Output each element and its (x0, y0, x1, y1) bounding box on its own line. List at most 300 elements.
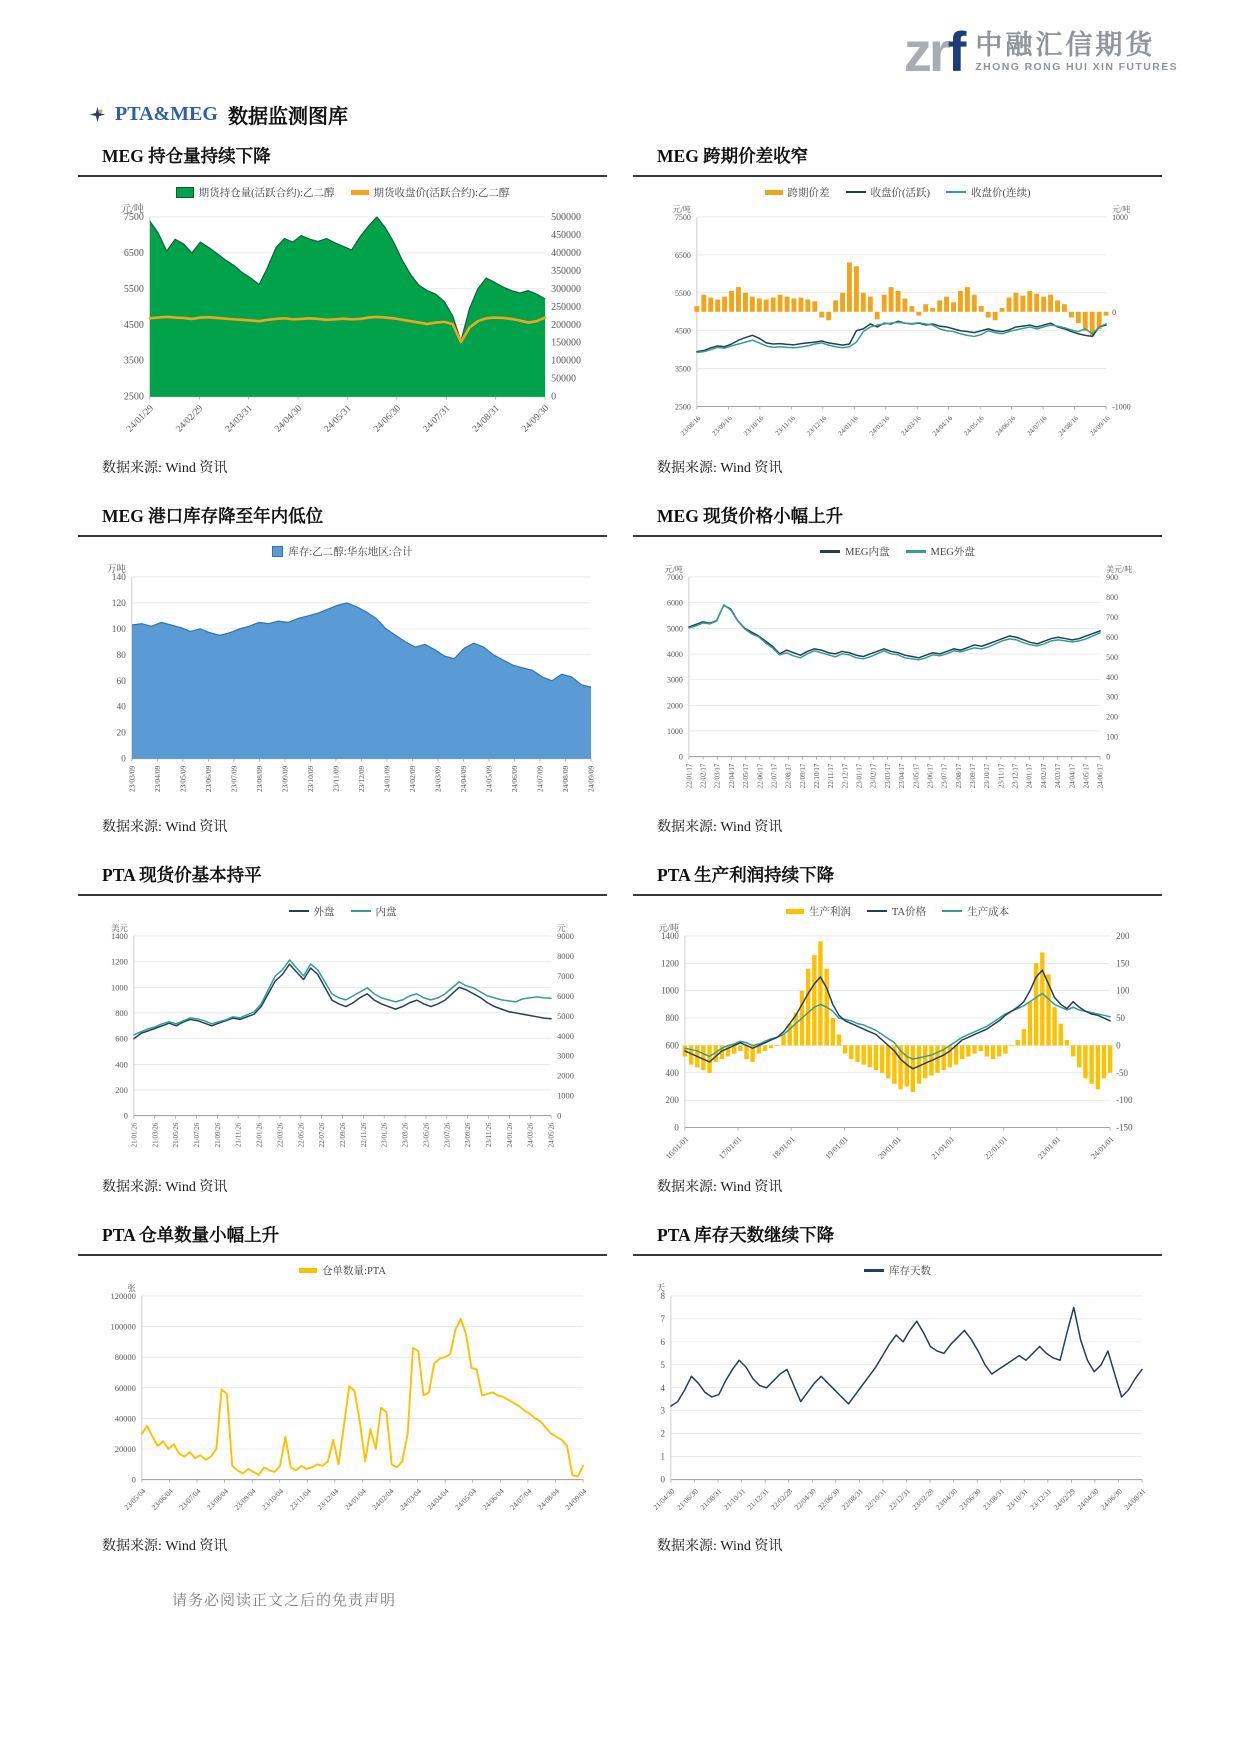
svg-text:24/03/17: 24/03/17 (1054, 763, 1063, 788)
svg-text:23/10/09: 23/10/09 (305, 765, 315, 792)
svg-text:24/07/16: 24/07/16 (1025, 414, 1049, 438)
svg-text:1400: 1400 (660, 930, 679, 941)
svg-text:100000: 100000 (110, 1321, 136, 1332)
svg-text:24/07/04: 24/07/04 (508, 1486, 534, 1512)
legend-label: 跨期价差 (787, 187, 830, 199)
svg-text:23/08/04: 23/08/04 (204, 1486, 231, 1512)
svg-text:21/03/26: 21/03/26 (151, 1122, 160, 1148)
svg-text:7: 7 (660, 1313, 665, 1324)
svg-text:24/03/26: 24/03/26 (526, 1122, 535, 1148)
svg-text:24/02/29: 24/02/29 (1051, 1486, 1077, 1512)
svg-text:24/04/17: 24/04/17 (1068, 763, 1077, 788)
data-source-label: 数据来源: Wind 资讯 (657, 820, 783, 836)
svg-text:24/04/04: 24/04/04 (425, 1486, 451, 1512)
svg-text:5500: 5500 (123, 283, 144, 295)
svg-text:22/08/17: 22/08/17 (784, 763, 793, 788)
svg-text:100: 100 (1116, 985, 1130, 996)
svg-text:500000: 500000 (551, 211, 582, 223)
legend-item (864, 1263, 931, 1278)
chart-title: MEG 现货价格小幅上升 (657, 505, 844, 526)
svg-text:4500: 4500 (674, 326, 691, 336)
svg-text:23/08/31: 23/08/31 (980, 1486, 1007, 1512)
svg-text:23/12/09: 23/12/09 (356, 765, 366, 792)
svg-text:350000: 350000 (551, 265, 582, 277)
svg-text:23/07/09: 23/07/09 (229, 765, 239, 792)
svg-text:24/06/04: 24/06/04 (480, 1486, 506, 1512)
chart-svg (633, 561, 1162, 813)
svg-text:23/07/26: 23/07/26 (443, 1122, 452, 1148)
legend-item (272, 544, 412, 559)
svg-text:元: 元 (557, 923, 566, 934)
svg-text:24/05/09: 24/05/09 (484, 765, 494, 792)
legend-swatch (946, 191, 966, 194)
svg-text:24/02/04: 24/02/04 (370, 1486, 396, 1512)
svg-text:21/11/26: 21/11/26 (234, 1122, 243, 1148)
svg-text:200: 200 (1106, 712, 1119, 722)
svg-text:40: 40 (116, 702, 126, 713)
svg-text:23/06/09: 23/06/09 (203, 765, 213, 792)
svg-text:24/06/17: 24/06/17 (1096, 763, 1105, 788)
svg-text:600: 600 (115, 1033, 128, 1044)
svg-text:80: 80 (116, 650, 126, 661)
svg-text:2000: 2000 (666, 700, 683, 710)
svg-text:3: 3 (660, 1405, 665, 1416)
legend-swatch (864, 1269, 884, 1272)
section-title-en: PTA&MEG (115, 103, 218, 125)
svg-text:21/04/30: 21/04/30 (651, 1486, 677, 1512)
svg-text:23/10/17: 23/10/17 (983, 763, 992, 788)
svg-text:400000: 400000 (551, 247, 582, 259)
svg-text:23/09/04: 23/09/04 (232, 1486, 258, 1512)
svg-text:23/10/31: 23/10/31 (1004, 1486, 1030, 1512)
svg-text:150000: 150000 (551, 337, 582, 349)
svg-text:3500: 3500 (123, 355, 144, 367)
svg-text:-50: -50 (1116, 1067, 1129, 1078)
svg-text:24/04/30: 24/04/30 (1075, 1486, 1101, 1512)
svg-text:23/11/16: 23/11/16 (773, 414, 797, 438)
svg-text:0: 0 (1106, 752, 1111, 762)
chart-title: PTA 仓单数量小幅上升 (102, 1224, 280, 1245)
svg-text:21/06/30: 21/06/30 (674, 1486, 700, 1512)
legend-label: 期货持仓量(活跃合约):乙二醇 (198, 187, 335, 199)
legend-item (299, 1263, 386, 1278)
svg-text:23/01/26: 23/01/26 (380, 1122, 389, 1148)
svg-text:23/06/17: 23/06/17 (926, 763, 935, 788)
svg-text:23/08/09: 23/08/09 (254, 765, 264, 792)
company-logo (903, 20, 1178, 83)
legend-item (867, 904, 926, 919)
svg-text:22/01/26: 22/01/26 (255, 1122, 264, 1148)
svg-text:23/05/17: 23/05/17 (912, 763, 921, 788)
svg-text:22/06/17: 22/06/17 (756, 763, 765, 788)
legend-label: 期货收盘价(活跃合约):乙二醇 (373, 187, 510, 199)
legend-item (351, 185, 510, 200)
svg-text:24/01/01: 24/01/01 (1089, 1134, 1116, 1162)
svg-text:24/09/04: 24/09/04 (563, 1486, 589, 1512)
svg-text:2500: 2500 (123, 391, 144, 403)
svg-text:元/吨: 元/吨 (121, 203, 144, 215)
svg-text:22/06/30: 22/06/30 (816, 1486, 842, 1512)
legend-item (351, 904, 397, 919)
chart-svg (78, 1280, 607, 1532)
svg-text:23/05/04: 23/05/04 (122, 1486, 148, 1512)
disclaimer-text: 请务必阅读正文之后的免责声明 (172, 1593, 397, 1610)
svg-text:元/吨: 元/吨 (672, 204, 691, 214)
svg-text:1000: 1000 (1112, 212, 1129, 222)
svg-text:300: 300 (1106, 692, 1119, 702)
svg-text:600: 600 (1106, 632, 1119, 642)
svg-text:23/03/09: 23/03/09 (127, 765, 137, 792)
svg-text:24/06/30: 24/06/30 (372, 403, 404, 435)
svg-text:7500: 7500 (123, 211, 144, 223)
chart-pta-warehouse-receipts (78, 1262, 607, 1532)
chart-canvas (633, 201, 1162, 453)
svg-text:22/03/17: 22/03/17 (713, 763, 722, 788)
svg-text:24/01/16: 24/01/16 (836, 414, 860, 438)
svg-text:1200: 1200 (660, 958, 679, 969)
data-source-label: 数据来源: Wind 资讯 (657, 1539, 783, 1555)
svg-text:200: 200 (115, 1084, 128, 1095)
svg-text:23/06/04: 23/06/04 (149, 1486, 175, 1512)
chart-pta-production-profit (633, 902, 1162, 1172)
svg-text:22/11/17: 22/11/17 (827, 763, 836, 788)
legend-swatch (867, 910, 887, 913)
svg-text:9000: 9000 (557, 930, 575, 941)
legend-swatch (846, 191, 866, 194)
data-source-label: 数据来源: Wind 资讯 (657, 460, 783, 476)
legend-item (176, 185, 335, 200)
chart-svg (78, 561, 607, 813)
svg-text:80000: 80000 (114, 1351, 136, 1362)
svg-text:200: 200 (665, 1095, 679, 1106)
svg-text:1000: 1000 (660, 985, 679, 996)
svg-text:120: 120 (111, 598, 126, 609)
chart-svg (633, 1280, 1162, 1532)
svg-text:21/12/31: 21/12/31 (745, 1486, 771, 1512)
logo-f-text: f (947, 20, 964, 83)
svg-text:0: 0 (1116, 1040, 1121, 1051)
legend-item (765, 185, 830, 200)
svg-text:21/08/31: 21/08/31 (698, 1486, 724, 1512)
svg-text:20000: 20000 (114, 1443, 136, 1454)
svg-text:万吨: 万吨 (106, 564, 126, 575)
legend-label: MEG内盘 (845, 547, 890, 559)
svg-text:元/吨: 元/吨 (658, 923, 679, 934)
chart-panel-meg-port-inventory (78, 503, 607, 837)
svg-text:5000: 5000 (666, 623, 683, 633)
legend-item (846, 185, 931, 200)
svg-text:600: 600 (665, 1040, 679, 1051)
svg-text:800: 800 (115, 1007, 128, 1018)
svg-text:天: 天 (655, 1282, 665, 1293)
legend-label: MEG外盘 (930, 547, 975, 559)
svg-text:0: 0 (551, 391, 557, 403)
legend-swatch (786, 909, 804, 914)
chart-svg (78, 920, 607, 1172)
chart-svg (78, 201, 607, 453)
chart-title: PTA 现货价基本持平 (102, 865, 262, 886)
data-source-label: 数据来源: Wind 资讯 (102, 820, 228, 836)
chart-legend (633, 1262, 1162, 1280)
svg-text:3000: 3000 (557, 1050, 575, 1061)
legend-swatch (351, 910, 371, 913)
svg-text:20: 20 (116, 728, 126, 739)
svg-text:24/03/31: 24/03/31 (223, 403, 255, 435)
legend-item (820, 544, 889, 559)
svg-text:300000: 300000 (551, 283, 582, 295)
legend-label: 生产利润 (808, 906, 851, 918)
svg-text:18/01/01: 18/01/01 (770, 1134, 797, 1162)
chart-legend (78, 543, 607, 561)
chart-canvas (633, 920, 1162, 1172)
svg-text:1000: 1000 (110, 982, 128, 993)
legend-item (946, 185, 1031, 200)
svg-text:1200: 1200 (110, 956, 128, 967)
svg-text:140: 140 (111, 572, 126, 583)
legend-swatch (942, 910, 962, 913)
svg-text:17/01/01: 17/01/01 (717, 1134, 744, 1162)
svg-text:23/01/17: 23/01/17 (855, 763, 864, 788)
svg-text:22/09/17: 22/09/17 (798, 763, 807, 788)
legend-swatch (272, 546, 283, 557)
svg-text:120000: 120000 (110, 1290, 136, 1301)
svg-text:0: 0 (557, 1110, 562, 1121)
svg-text:23/07/17: 23/07/17 (940, 763, 949, 788)
svg-text:21/01/26: 21/01/26 (130, 1122, 139, 1148)
legend-item (786, 904, 851, 919)
svg-text:22/02/28: 22/02/28 (768, 1486, 795, 1512)
svg-text:0: 0 (660, 1474, 665, 1485)
divider (633, 1254, 1162, 1256)
chart-panel-pta-spot-price (78, 862, 607, 1196)
svg-text:0: 0 (674, 1122, 679, 1133)
svg-text:50: 50 (1116, 1013, 1126, 1024)
svg-text:6500: 6500 (123, 247, 144, 259)
svg-text:50000: 50000 (551, 373, 577, 385)
chart-panel-meg-spot-price (633, 503, 1162, 837)
legend-swatch (820, 550, 840, 553)
chart-legend (78, 1262, 607, 1280)
svg-text:23/04/30: 23/04/30 (933, 1486, 959, 1512)
svg-text:24/06/09: 24/06/09 (509, 765, 519, 792)
svg-text:4: 4 (660, 1382, 665, 1393)
svg-text:23/06/30: 23/06/30 (957, 1486, 983, 1512)
svg-text:24/01/09: 24/01/09 (382, 765, 392, 792)
svg-text:7000: 7000 (666, 572, 683, 582)
chart-title: MEG 跨期价差收窄 (657, 146, 809, 166)
chart-canvas (633, 1280, 1162, 1532)
svg-text:24/09/09: 24/09/09 (586, 765, 596, 792)
svg-text:2500: 2500 (674, 402, 691, 412)
svg-text:0: 0 (1112, 307, 1117, 317)
svg-text:23/11/26: 23/11/26 (485, 1122, 494, 1148)
chart-pta-inventory-days (633, 1262, 1162, 1532)
svg-text:400: 400 (1106, 672, 1119, 682)
svg-text:24/01/26: 24/01/26 (505, 1122, 514, 1148)
svg-text:23/12/17: 23/12/17 (1011, 763, 1020, 788)
svg-text:23/09/26: 23/09/26 (464, 1122, 473, 1148)
svg-text:22/10/17: 22/10/17 (813, 763, 822, 788)
svg-text:23/03/17: 23/03/17 (883, 763, 892, 788)
logo-zr-text: zr (903, 20, 948, 83)
svg-text:16/01/01: 16/01/01 (663, 1134, 691, 1162)
svg-text:1: 1 (660, 1451, 665, 1462)
chart-svg (633, 201, 1162, 453)
svg-text:23/12/31: 23/12/31 (1028, 1486, 1054, 1512)
svg-text:6000: 6000 (666, 598, 683, 608)
svg-text:23/09/17: 23/09/17 (968, 763, 977, 788)
svg-text:500: 500 (1106, 652, 1119, 662)
legend-label: 库存:乙二醇:华东地区:合计 (288, 547, 413, 559)
logo-company-name-en: ZHONG RONG HUI XIN FUTURES (975, 61, 1178, 74)
svg-text:4000: 4000 (557, 1030, 575, 1041)
divider (78, 175, 607, 177)
chart-title: PTA 生产利润持续下降 (657, 865, 835, 886)
svg-text:5500: 5500 (674, 288, 691, 298)
legend-swatch (906, 550, 926, 553)
svg-text:400: 400 (115, 1059, 128, 1070)
svg-text:0: 0 (123, 1110, 128, 1121)
legend-label: 生产成本 (967, 906, 1010, 918)
legend-label: TA价格 (891, 906, 927, 918)
svg-text:250000: 250000 (551, 301, 582, 313)
svg-text:23/01/01: 23/01/01 (1035, 1134, 1063, 1162)
logo-company-name-cn: 中融汇信期货 (975, 30, 1156, 61)
svg-text:24/02/17: 24/02/17 (1039, 763, 1048, 788)
svg-text:24/05/26: 24/05/26 (547, 1122, 556, 1148)
svg-text:100: 100 (1106, 732, 1119, 742)
svg-text:900: 900 (1106, 572, 1119, 582)
data-source-label: 数据来源: Wind 资讯 (102, 460, 228, 476)
svg-text:张: 张 (127, 1282, 136, 1293)
svg-text:21/10/31: 21/10/31 (721, 1486, 748, 1512)
chart-meg-calendar-spread (633, 183, 1162, 453)
svg-text:22/01/01: 22/01/01 (982, 1134, 1010, 1162)
divider (78, 535, 607, 537)
svg-text:23/08/16: 23/08/16 (679, 414, 703, 438)
svg-text:24/09/30: 24/09/30 (520, 403, 552, 435)
svg-text:24/05/17: 24/05/17 (1082, 763, 1091, 788)
chart-meg-spot-price (633, 543, 1162, 813)
legend-item (289, 904, 335, 919)
svg-text:3500: 3500 (674, 364, 691, 374)
svg-text:24/03/16: 24/03/16 (899, 414, 923, 438)
chart-meg-open-interest (78, 183, 607, 453)
svg-text:美元/吨: 美元/吨 (1106, 564, 1133, 574)
svg-text:22/07/26: 22/07/26 (318, 1122, 327, 1148)
data-source-label: 数据来源: Wind 资讯 (102, 1539, 228, 1555)
svg-text:1000: 1000 (557, 1090, 575, 1101)
svg-text:24/09/16: 24/09/16 (1088, 414, 1112, 438)
svg-text:8: 8 (660, 1290, 665, 1301)
svg-text:1000: 1000 (666, 726, 683, 736)
svg-text:23/11/17: 23/11/17 (997, 763, 1006, 788)
svg-text:40000: 40000 (114, 1412, 136, 1423)
svg-text:23/05/26: 23/05/26 (422, 1122, 431, 1148)
svg-text:23/03/26: 23/03/26 (401, 1122, 410, 1148)
svg-text:23/02/28: 23/02/28 (910, 1486, 936, 1512)
svg-text:4000: 4000 (666, 649, 683, 659)
legend-swatch (289, 910, 309, 913)
legend-swatch (765, 190, 783, 195)
svg-text:150: 150 (1116, 958, 1130, 969)
svg-text:2: 2 (660, 1428, 665, 1439)
chart-panel-meg-calendar-spread (633, 143, 1162, 477)
svg-text:21/01/01: 21/01/01 (929, 1134, 957, 1162)
svg-text:元/吨: 元/吨 (1112, 204, 1131, 214)
svg-text:1400: 1400 (110, 930, 128, 941)
svg-text:60000: 60000 (114, 1382, 136, 1393)
data-source-label: 数据来源: Wind 资讯 (102, 1179, 228, 1195)
svg-text:23/09/09: 23/09/09 (280, 765, 290, 792)
svg-text:22/12/17: 22/12/17 (841, 763, 850, 788)
charts-grid (0, 139, 1240, 1555)
svg-text:22/04/30: 22/04/30 (792, 1486, 818, 1512)
svg-text:24/05/16: 24/05/16 (962, 414, 986, 438)
legend-label: 收盘价(活跃) (870, 187, 930, 199)
svg-text:23/11/09: 23/11/09 (331, 765, 341, 792)
svg-text:21/05/26: 21/05/26 (172, 1122, 181, 1148)
svg-text:19/01/01: 19/01/01 (823, 1134, 850, 1162)
svg-text:5000: 5000 (557, 1010, 575, 1021)
svg-text:-150: -150 (1116, 1122, 1133, 1133)
svg-text:100000: 100000 (551, 355, 582, 367)
chart-meg-port-inventory (78, 543, 607, 813)
chart-title: MEG 持仓量持续下降 (102, 146, 271, 166)
svg-text:24/06/16: 24/06/16 (993, 414, 1018, 438)
svg-text:23/12/16: 23/12/16 (805, 414, 829, 438)
svg-text:0: 0 (121, 754, 126, 765)
chart-legend (633, 543, 1162, 561)
chart-canvas (78, 1280, 607, 1532)
svg-text:22/04/17: 22/04/17 (727, 763, 736, 788)
svg-text:100: 100 (111, 624, 126, 635)
svg-text:24/08/04: 24/08/04 (535, 1486, 561, 1512)
svg-text:23/10/04: 23/10/04 (259, 1486, 286, 1512)
svg-text:60: 60 (116, 676, 126, 687)
chart-title: MEG 港口库存降至年内低位 (102, 505, 324, 526)
legend-swatch (351, 190, 369, 195)
svg-text:3000: 3000 (666, 675, 683, 685)
svg-text:400: 400 (665, 1067, 679, 1078)
chart-canvas (633, 561, 1162, 813)
svg-text:21/07/26: 21/07/26 (192, 1122, 201, 1148)
data-source-label: 数据来源: Wind 资讯 (657, 1179, 783, 1195)
svg-text:200: 200 (1116, 930, 1130, 941)
legend-label: 库存天数 (889, 1266, 931, 1278)
divider (633, 894, 1162, 896)
svg-text:450000: 450000 (551, 229, 582, 241)
svg-text:24/02/16: 24/02/16 (867, 414, 892, 438)
svg-text:-100: -100 (1116, 1095, 1133, 1106)
svg-text:21/09/26: 21/09/26 (213, 1122, 222, 1148)
divider (78, 894, 607, 896)
svg-text:24/08/31: 24/08/31 (470, 403, 502, 435)
svg-text:24/07/09: 24/07/09 (535, 765, 545, 792)
svg-text:23/12/04: 23/12/04 (315, 1486, 341, 1512)
legend-label: 外盘 (313, 906, 335, 918)
svg-text:6: 6 (660, 1336, 665, 1347)
svg-text:24/06/30: 24/06/30 (1098, 1486, 1124, 1512)
svg-text:23/04/09: 23/04/09 (152, 765, 162, 792)
svg-text:元/吨: 元/吨 (664, 564, 683, 574)
svg-text:24/01/29: 24/01/29 (125, 403, 156, 435)
svg-text:22/03/26: 22/03/26 (276, 1122, 285, 1148)
svg-text:22/07/17: 22/07/17 (770, 763, 779, 788)
chart-canvas (78, 561, 607, 813)
svg-text:24/03/04: 24/03/04 (397, 1486, 424, 1512)
svg-text:24/03/09: 24/03/09 (433, 765, 443, 792)
